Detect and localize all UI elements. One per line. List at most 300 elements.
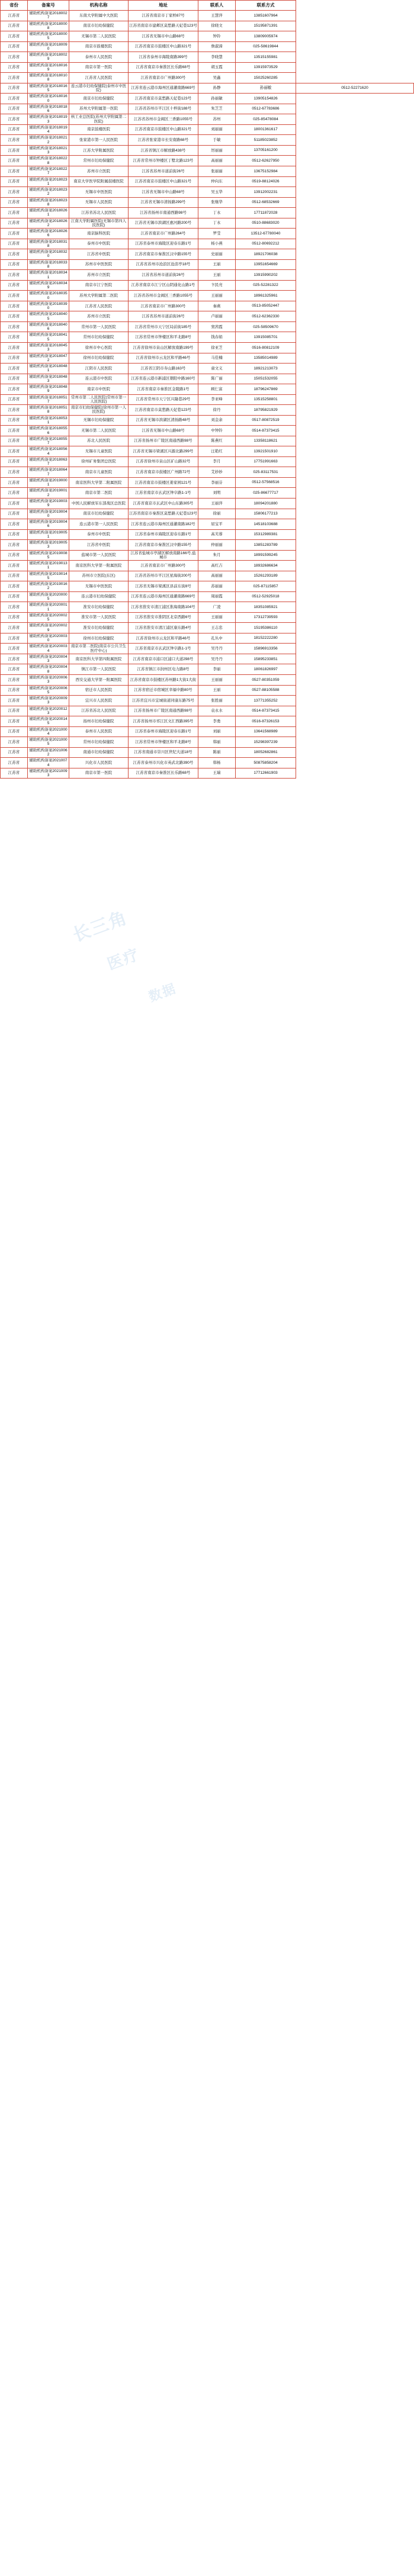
cell-record-number: 辅助机构备案20200030	[28, 633, 69, 644]
cell-province: 江苏省	[1, 62, 28, 73]
cell-province: 江苏省	[1, 509, 28, 519]
cell-province: 江苏省	[1, 124, 28, 135]
cell-institution-name: 兴化市人民医院	[69, 758, 129, 768]
cell-institution-name: 江南大学附属医院(无锡市第四人民医院)	[69, 218, 129, 229]
table-row	[1, 519, 414, 530]
table-row	[1, 529, 414, 540]
cell-record-number: 辅助机构备案20190145	[28, 571, 69, 581]
cell-record-number: 辅助机构备案20180338	[28, 259, 69, 270]
cell-institution-name: 南京市第二医院	[69, 488, 129, 499]
cell-record-number: 辅助机构备案20180406	[28, 321, 69, 332]
cell-address: 江苏省淮安市淮阴区北京西路6号	[129, 612, 198, 623]
cell-contact-person: 陈丽	[198, 747, 236, 758]
table-row	[1, 166, 414, 176]
cell-record-number: 辅助机构备案20180108	[28, 73, 69, 83]
cell-contact-person: 高丽丽	[198, 571, 236, 581]
cell-contact-info: 025-85478084	[236, 114, 296, 125]
cell-address: 江苏省扬州市南通西路98号	[129, 208, 198, 218]
cell-contact-info: 0512-80692212	[236, 239, 296, 249]
cell-address: 江苏省苏州市沧浪区沧浪亭18号	[129, 259, 198, 270]
cell-province: 江苏省	[1, 280, 28, 291]
cell-institution-name: 无锡市中医医院	[69, 581, 129, 592]
cell-institution-name: 无锡市第二人民医院	[69, 31, 129, 42]
cell-province: 江苏省	[1, 321, 28, 332]
cell-contact-info: 0516-87326153	[236, 716, 296, 727]
table-row	[1, 571, 414, 581]
cell-record-number: 辅助机构备案20200011	[28, 602, 69, 613]
cell-province: 江苏省	[1, 73, 28, 83]
cell-institution-name: 徐州市妇幼保健院	[69, 633, 129, 644]
table-row	[1, 602, 414, 613]
table-row	[1, 197, 414, 208]
cell-record-number: 辅助机构备案20200025	[28, 612, 69, 623]
cell-institution-name: 泰州市中医院	[69, 529, 129, 540]
cell-address: 江苏省南京市秦淮区汉中路155号	[129, 540, 198, 551]
cell-contact-info: 18932686634	[236, 561, 296, 571]
cell-address: 江苏省扬州市邗江区文汇西路395号	[129, 716, 198, 727]
cell-address: 江苏省宜兴市宜城街道同康东路75号	[129, 696, 198, 706]
cell-institution-name: 江阴市人民医院	[69, 364, 129, 374]
column-header-institution-name: 机构名称	[69, 1, 129, 11]
cell-institution-name: 苏州市立医院	[69, 270, 129, 281]
cell-contact-person: 吴丹丹	[198, 644, 236, 654]
cell-address: 江苏省镇江市解放路438号	[129, 145, 198, 156]
column-header-address: 地址	[129, 1, 198, 11]
cell-contact-person: 刘丽丽	[198, 124, 236, 135]
cell-contact-person: 汪艳红	[198, 446, 236, 457]
cell-record-number: 辅助机构备案20190162	[28, 581, 69, 592]
cell-address: 江苏省无锡市滨湖区惠河路200号	[129, 218, 198, 229]
cell-province: 江苏省	[1, 259, 28, 270]
cell-contact-info: 15195871391	[236, 21, 296, 31]
table-row	[1, 321, 414, 332]
cell-record-number: 辅助机构备案20180228	[28, 156, 69, 166]
cell-institution-name: 南京市妇幼保健院	[69, 21, 129, 31]
table-row	[1, 156, 414, 166]
cell-record-number: 辅助机构备案20180261	[28, 208, 69, 218]
cell-address: 江苏省南京市建邺区莫愁路天妃巷123号	[129, 21, 198, 31]
table-row	[1, 612, 414, 623]
cell-record-number: 辅助机构备案20180005	[28, 31, 69, 42]
cell-record-number: 辅助机构备案20180262	[28, 218, 69, 229]
cell-contact-info: 0517-80872519	[236, 415, 296, 426]
table-row	[1, 259, 414, 270]
cell-institution-name: 南京医科大学第二附属医院	[69, 477, 129, 488]
cell-institution-name: 无锡市中医医院	[69, 187, 129, 198]
cell-contact-info: 18061826997	[236, 664, 296, 675]
table-row	[1, 343, 414, 353]
table-row	[1, 467, 414, 478]
cell-province: 江苏省	[1, 426, 28, 436]
cell-province: 江苏省	[1, 374, 28, 384]
cell-institution-name: 江苏大学附属医院	[69, 145, 129, 156]
cell-contact-info: 17712661903	[236, 768, 296, 779]
cell-province: 江苏省	[1, 716, 28, 727]
cell-contact-info: 18991599245	[236, 550, 296, 561]
table-row	[1, 135, 414, 146]
cell-contact-info: 13641568989	[236, 726, 296, 737]
table-row	[1, 353, 414, 364]
cell-province: 江苏省	[1, 581, 28, 592]
cell-institution-name: 淮安市第一人民医院	[69, 612, 129, 623]
table-row	[1, 716, 414, 727]
cell-institution-name: 南京市妇幼保健院(徐州市第一人民医院)	[69, 405, 129, 416]
cell-address: 江苏省南京市鼓楼区中山路321号	[129, 124, 198, 135]
table-row	[1, 208, 414, 218]
cell-institution-name: 南京医科大学第一附属医院	[69, 561, 129, 571]
cell-contact-person: 胡玉霞	[198, 62, 236, 73]
cell-province: 江苏省	[1, 488, 28, 499]
cell-contact-person: 广凌	[198, 602, 236, 613]
table-row	[1, 124, 414, 135]
table-row	[1, 456, 414, 467]
table-row	[1, 488, 414, 499]
cell-province: 江苏省	[1, 104, 28, 114]
cell-contact-person: 王丽	[198, 270, 236, 281]
cell-contact-person: 王丽萍	[198, 498, 236, 509]
cell-contact-info: 18796247869	[236, 384, 296, 395]
cell-province: 江苏省	[1, 83, 28, 94]
cell-institution-name: 中国人民解放军东部战区总医院	[69, 498, 129, 509]
cell-address: 江苏省徐州市云龙区和平路46号	[129, 353, 198, 364]
cell-contact-person: 陈广丽	[198, 374, 236, 384]
cell-contact-person: 韩丽	[198, 737, 236, 748]
table-row	[1, 747, 414, 758]
cell-address: 江苏省常州市天宁区局前街185号	[129, 321, 198, 332]
cell-contact-info: 0512-52925018	[236, 591, 296, 602]
cell-institution-name: 泰州市人民医院	[69, 52, 129, 63]
cell-address: 江苏省连云港市新浦区朝阳中路160号	[129, 374, 198, 384]
cell-address: 江苏省南京市玄武区钟阜路1-1号	[129, 488, 198, 499]
cell-province: 江苏省	[1, 654, 28, 664]
cell-record-number: 辅助机构备案20190046	[28, 519, 69, 530]
cell-contact-person: 吴玉华	[198, 187, 236, 198]
cell-province: 江苏省	[1, 94, 28, 104]
cell-province: 江苏省	[1, 726, 28, 737]
cell-contact-person: 艾妙妙	[198, 467, 236, 478]
cell-institution-name: 宜兴市人民医院	[69, 696, 129, 706]
cell-contact-person: 徐丹	[198, 405, 236, 416]
cell-contact-info: 0512-62627950	[236, 156, 296, 166]
undefined: 0512-52271620	[296, 83, 414, 94]
cell-province: 江苏省	[1, 747, 28, 758]
cell-institution-name: 徐州矿务集团总医院	[69, 456, 129, 467]
cell-record-number: 辅助机构备案20190085	[28, 550, 69, 561]
cell-record-number: 辅助机构备案20190012	[28, 488, 69, 499]
cell-address: 江苏省泰州市海陵区迎春东路1号	[129, 726, 198, 737]
cell-record-number: 辅助机构备案20200123	[28, 706, 69, 716]
cell-contact-info: 0527-80351059	[236, 675, 296, 686]
cell-institution-name: 张家港市第一人民医院	[69, 135, 129, 146]
cell-province: 江苏省	[1, 591, 28, 602]
cell-institution-name: 徐州市中心医院	[69, 343, 129, 353]
cell-contact-info: 18921706038	[236, 249, 296, 260]
cell-address: 江苏省无锡市梁溪区县前东街8号	[129, 581, 198, 592]
cell-contact-info: 025-86677717	[236, 488, 296, 499]
cell-contact-info: 13915085701	[236, 332, 296, 343]
cell-contact-person: 卞民亮	[198, 280, 236, 291]
cell-address: 江苏省苏州市金阊区三香路1055号	[129, 114, 198, 125]
cell-record-number: 辅助机构备案20200005	[28, 591, 69, 602]
cell-address: 江苏省南京市秦淮区莫愁路天妃巷123号	[129, 509, 198, 519]
cell-contact-info: 0510-88683020	[236, 218, 296, 229]
cell-province: 江苏省	[1, 696, 28, 706]
cell-contact-info: 15895233851	[236, 654, 296, 664]
cell-institution-name: 南京市第二医院(南京市公共卫生医疗中心)	[69, 644, 129, 654]
cell-contact-info: 14518103688	[236, 519, 296, 530]
table-row	[1, 21, 414, 31]
cell-institution-name: 苏州大学附属第二医院	[69, 291, 129, 301]
cell-contact-info: 0514-87373415	[236, 426, 296, 436]
cell-contact-person: 顾仁富	[198, 384, 236, 395]
cell-record-number: 辅助机构备案20180390	[28, 301, 69, 311]
cell-institution-name: 南京市儿童医院	[69, 467, 129, 478]
table-row	[1, 301, 414, 311]
table-row	[1, 415, 414, 426]
cell-address: 江苏省南京市秦淮区汉中路155号	[129, 249, 198, 260]
cell-contact-info: 13851283789	[236, 540, 296, 551]
cell-institution-name: 常州市妇幼保健院	[69, 332, 129, 343]
cell-address: 江苏省江阴市寿山路163号	[129, 364, 198, 374]
cell-province: 江苏省	[1, 644, 28, 654]
cell-contact-info: 13912002231	[236, 187, 296, 198]
cell-province: 江苏省	[1, 550, 28, 561]
cell-contact-person: 王志忠	[198, 623, 236, 633]
cell-institution-name: 南京市第一医院	[69, 768, 129, 779]
cell-address: 江苏省南京市鼓楼区广州路72号	[129, 467, 198, 478]
table-row	[1, 62, 414, 73]
cell-address: 江苏省淮安市清江浦区康东路4号	[129, 623, 198, 633]
table-row	[1, 696, 414, 706]
cell-contact-info: 13951654669	[236, 259, 296, 270]
cell-contact-person: 窦茜霞	[198, 321, 236, 332]
cell-contact-info: 0512-68532669	[236, 197, 296, 208]
column-header-province: 省份	[1, 1, 28, 11]
cell-contact-person: 仲丽丽	[198, 540, 236, 551]
table-row	[1, 176, 414, 187]
cell-institution-name: 苏州市中医医院	[69, 259, 129, 270]
cell-record-number: 辅助机构备案20180531	[28, 415, 69, 426]
table-row	[1, 41, 414, 52]
cell-address: 江苏省常州市天宁区兴隆巷29号	[129, 394, 198, 405]
cell-contact-info: 13512-67780040	[236, 229, 296, 239]
cell-contact-info: 13358118621	[236, 436, 296, 446]
table-row	[1, 675, 414, 686]
cell-institution-name: 淮安市妇幼保健院	[69, 623, 129, 633]
cell-institution-name: 常州市妇幼保健院	[69, 156, 129, 166]
cell-contact-person: 张继华	[198, 197, 236, 208]
cell-province: 江苏省	[1, 239, 28, 249]
cell-institution-name: 苏州市立医院	[69, 311, 129, 322]
cell-contact-person: 李月	[198, 456, 236, 467]
cell-province: 江苏省	[1, 145, 28, 156]
cell-record-number: 辅助机构备案20180564	[28, 446, 69, 457]
cell-contact-info: 0512-62362330	[236, 311, 296, 322]
cell-contact-info: 13915973529	[236, 62, 296, 73]
cell-contact-info: 18001361617	[236, 124, 296, 135]
cell-contact-person: 高红吉	[198, 561, 236, 571]
cell-address: 江苏省南京市玄武区中山东路305号	[129, 498, 198, 509]
cell-province: 江苏省	[1, 685, 28, 696]
table-row	[1, 94, 414, 104]
cell-contact-info: 15806177213	[236, 509, 296, 519]
table-row	[1, 591, 414, 602]
cell-contact-info: 025-83117531	[236, 467, 296, 478]
cell-contact-info: 18961325961	[236, 291, 296, 301]
cell-province: 江苏省	[1, 519, 28, 530]
cell-record-number: 辅助机构备案20210062	[28, 747, 69, 758]
watermark-text-3: 数据	[146, 980, 179, 1005]
cell-contact-info: 13515155981	[236, 52, 296, 63]
cell-institution-name: 常州市妇幼保健院	[69, 737, 129, 748]
cell-record-number: 辅助机构备案20180557	[28, 436, 69, 446]
cell-contact-info: 13771355252	[236, 696, 296, 706]
table-row	[1, 384, 414, 395]
cell-province: 江苏省	[1, 561, 28, 571]
cell-address: 江苏省南京市秦淮区长乐路68号	[129, 62, 198, 73]
cell-address: 江苏省无锡市滨湖区清扬路48号	[129, 415, 198, 426]
cell-contact-info: 13905154826	[236, 94, 296, 104]
cell-address: 江苏省常州市钟楼区丁墅北路123号	[129, 156, 198, 166]
cell-contact-person: 李亚峰	[198, 394, 236, 405]
table-row	[1, 270, 414, 281]
cell-institution-name: 东南大学附属中大医院	[69, 11, 129, 21]
institution-registry-table	[0, 0, 414, 779]
cell-contact-person: 吴丹丹	[198, 654, 236, 664]
cell-province: 江苏省	[1, 758, 28, 768]
cell-institution-name: 南京医科大学第四附属医院	[69, 654, 129, 664]
cell-province: 江苏省	[1, 270, 28, 281]
cell-institution-name: 南京鼓楼医院	[69, 124, 129, 135]
cell-address: 江苏省扬州市广陵区南通西路98号	[129, 706, 198, 716]
cell-address: 江苏省连云港市海州区通灌南路669号	[129, 83, 198, 94]
cell-record-number: 辅助机构备案20180029	[28, 52, 69, 63]
cell-contact-person: 孙丽敏	[198, 94, 236, 104]
cell-address: 江苏省南京市广州路300号	[129, 73, 198, 83]
cell-province: 江苏省	[1, 529, 28, 540]
cell-address: 江苏省南京市莫愁路天妃巷123号	[129, 94, 198, 104]
cell-province: 江苏省	[1, 664, 28, 675]
table-row	[1, 426, 414, 436]
cell-institution-name: 宿迁市人民医院	[69, 685, 129, 696]
cell-province: 江苏省	[1, 602, 28, 613]
cell-address: 江苏省苏州市金阊区三香路1055号	[129, 291, 198, 301]
cell-record-number: 辅助机构备案20180008	[28, 21, 69, 31]
cell-contact-info: 17751991663	[236, 456, 296, 467]
cell-institution-name: 核工业总医院(苏州大学附属第二医院)	[69, 114, 129, 125]
cell-contact-person: 厉丽丽	[198, 145, 236, 156]
table-row	[1, 550, 414, 561]
cell-contact-info: 025-87115857	[236, 581, 296, 592]
cell-address: 江苏省南京市浦口区浦口大道298号	[129, 654, 198, 664]
cell-institution-name: 无锡市人民医院	[69, 197, 129, 208]
cell-record-number: 辅助机构备案20180194	[28, 124, 69, 135]
cell-province: 江苏省	[1, 332, 28, 343]
cell-institution-name: 西安交通大学第一附属医院	[69, 675, 129, 686]
cell-contact-person: 王瑞	[198, 768, 236, 779]
table-row	[1, 104, 414, 114]
cell-record-number: 辅助机构备案20200145	[28, 716, 69, 727]
cell-institution-name: 南京市鼓楼医院	[69, 41, 129, 52]
cell-contact-person: 韩杨	[198, 758, 236, 768]
cell-contact-person: 李丽	[198, 664, 236, 675]
cell-province: 江苏省	[1, 353, 28, 364]
cell-address: 江苏省南京市广州路264号	[129, 229, 198, 239]
cell-province: 江苏省	[1, 166, 28, 176]
cell-contact-info: 0513-85052447	[236, 301, 296, 311]
cell-contact-info: 13851607964	[236, 11, 296, 21]
cell-record-number: 辅助机构备案20200063	[28, 675, 69, 686]
cell-province: 江苏省	[1, 114, 28, 125]
cell-contact-person: 徐晓文	[198, 21, 236, 31]
cell-record-number: 辅助机构备案20180350	[28, 291, 69, 301]
cell-record-number: 辅助机构备案20180556	[28, 426, 69, 436]
cell-record-number: 辅助机构备案20180517	[28, 394, 69, 405]
cell-province: 江苏省	[1, 384, 28, 395]
cell-institution-name: 江苏省人民医院	[69, 301, 129, 311]
table-body	[1, 11, 414, 779]
cell-institution-name: 连云港市中医院	[69, 374, 129, 384]
cell-contact-info: 18152222280	[236, 633, 296, 644]
cell-contact-info: 51185023852	[236, 135, 296, 146]
cell-province: 江苏省	[1, 737, 28, 748]
cell-contact-person: 孙静	[198, 83, 236, 94]
cell-institution-name: 连云港市第一人民医院	[69, 519, 129, 530]
cell-province: 江苏省	[1, 446, 28, 457]
cell-contact-person: 于敏	[198, 135, 236, 146]
cell-address: 江苏省泰州市海陵南路399号	[129, 52, 198, 63]
table-row	[1, 737, 414, 748]
cell-address: 江苏省无锡市中山路68号	[129, 426, 198, 436]
cell-contact-person: 中钟铃	[198, 426, 236, 436]
table-row	[1, 239, 414, 249]
cell-contact-info: 0519-88124026	[236, 176, 296, 187]
table-row	[1, 11, 414, 21]
cell-address: 江苏省张家港市长安南路68号	[129, 135, 198, 146]
cell-province: 江苏省	[1, 498, 28, 509]
cell-address: 江苏省无锡市梁溪区兴源北路299号	[129, 446, 198, 457]
cell-province: 江苏省	[1, 706, 28, 716]
cell-record-number: 辅助机构备案20200029	[28, 623, 69, 633]
cell-address: 江苏省连云港市海州区通灌南路669号	[129, 591, 198, 602]
cell-address: 江苏省宿迁市宿城区幸福中路80号	[129, 685, 198, 696]
cell-record-number: 辅助机构备案20200034	[28, 644, 69, 654]
cell-province: 江苏省	[1, 571, 28, 581]
cell-province: 江苏省	[1, 675, 28, 686]
cell-address: 江苏省扬州市广陵区南通西路98号	[129, 436, 198, 446]
cell-contact-person: 杨小燕	[198, 239, 236, 249]
table-row	[1, 644, 414, 654]
table-row	[1, 364, 414, 374]
cell-province: 江苏省	[1, 311, 28, 322]
cell-contact-person: 高芙蓉	[198, 529, 236, 540]
cell-contact-person: 苏丽丽	[198, 581, 236, 592]
table-row	[1, 280, 414, 291]
table-row	[1, 114, 414, 125]
cell-contact-info: 0527-88105588	[236, 685, 296, 696]
cell-province: 江苏省	[1, 768, 28, 779]
cell-institution-name: 南京大学医学院附属鼓楼医院	[69, 176, 129, 187]
watermark-text-1: 长三角	[70, 908, 130, 946]
cell-record-number: 辅助机构备案20200065	[28, 685, 69, 696]
cell-address: 江苏省无锡市清扬路299号	[129, 197, 198, 208]
cell-province: 江苏省	[1, 343, 28, 353]
cell-contact-info: 025-58509670	[236, 321, 296, 332]
cell-contact-person: 朱月	[198, 550, 236, 561]
cell-province: 江苏省	[1, 208, 28, 218]
cell-contact-person: 钟铃	[198, 31, 236, 42]
cell-province: 江苏省	[1, 540, 28, 551]
